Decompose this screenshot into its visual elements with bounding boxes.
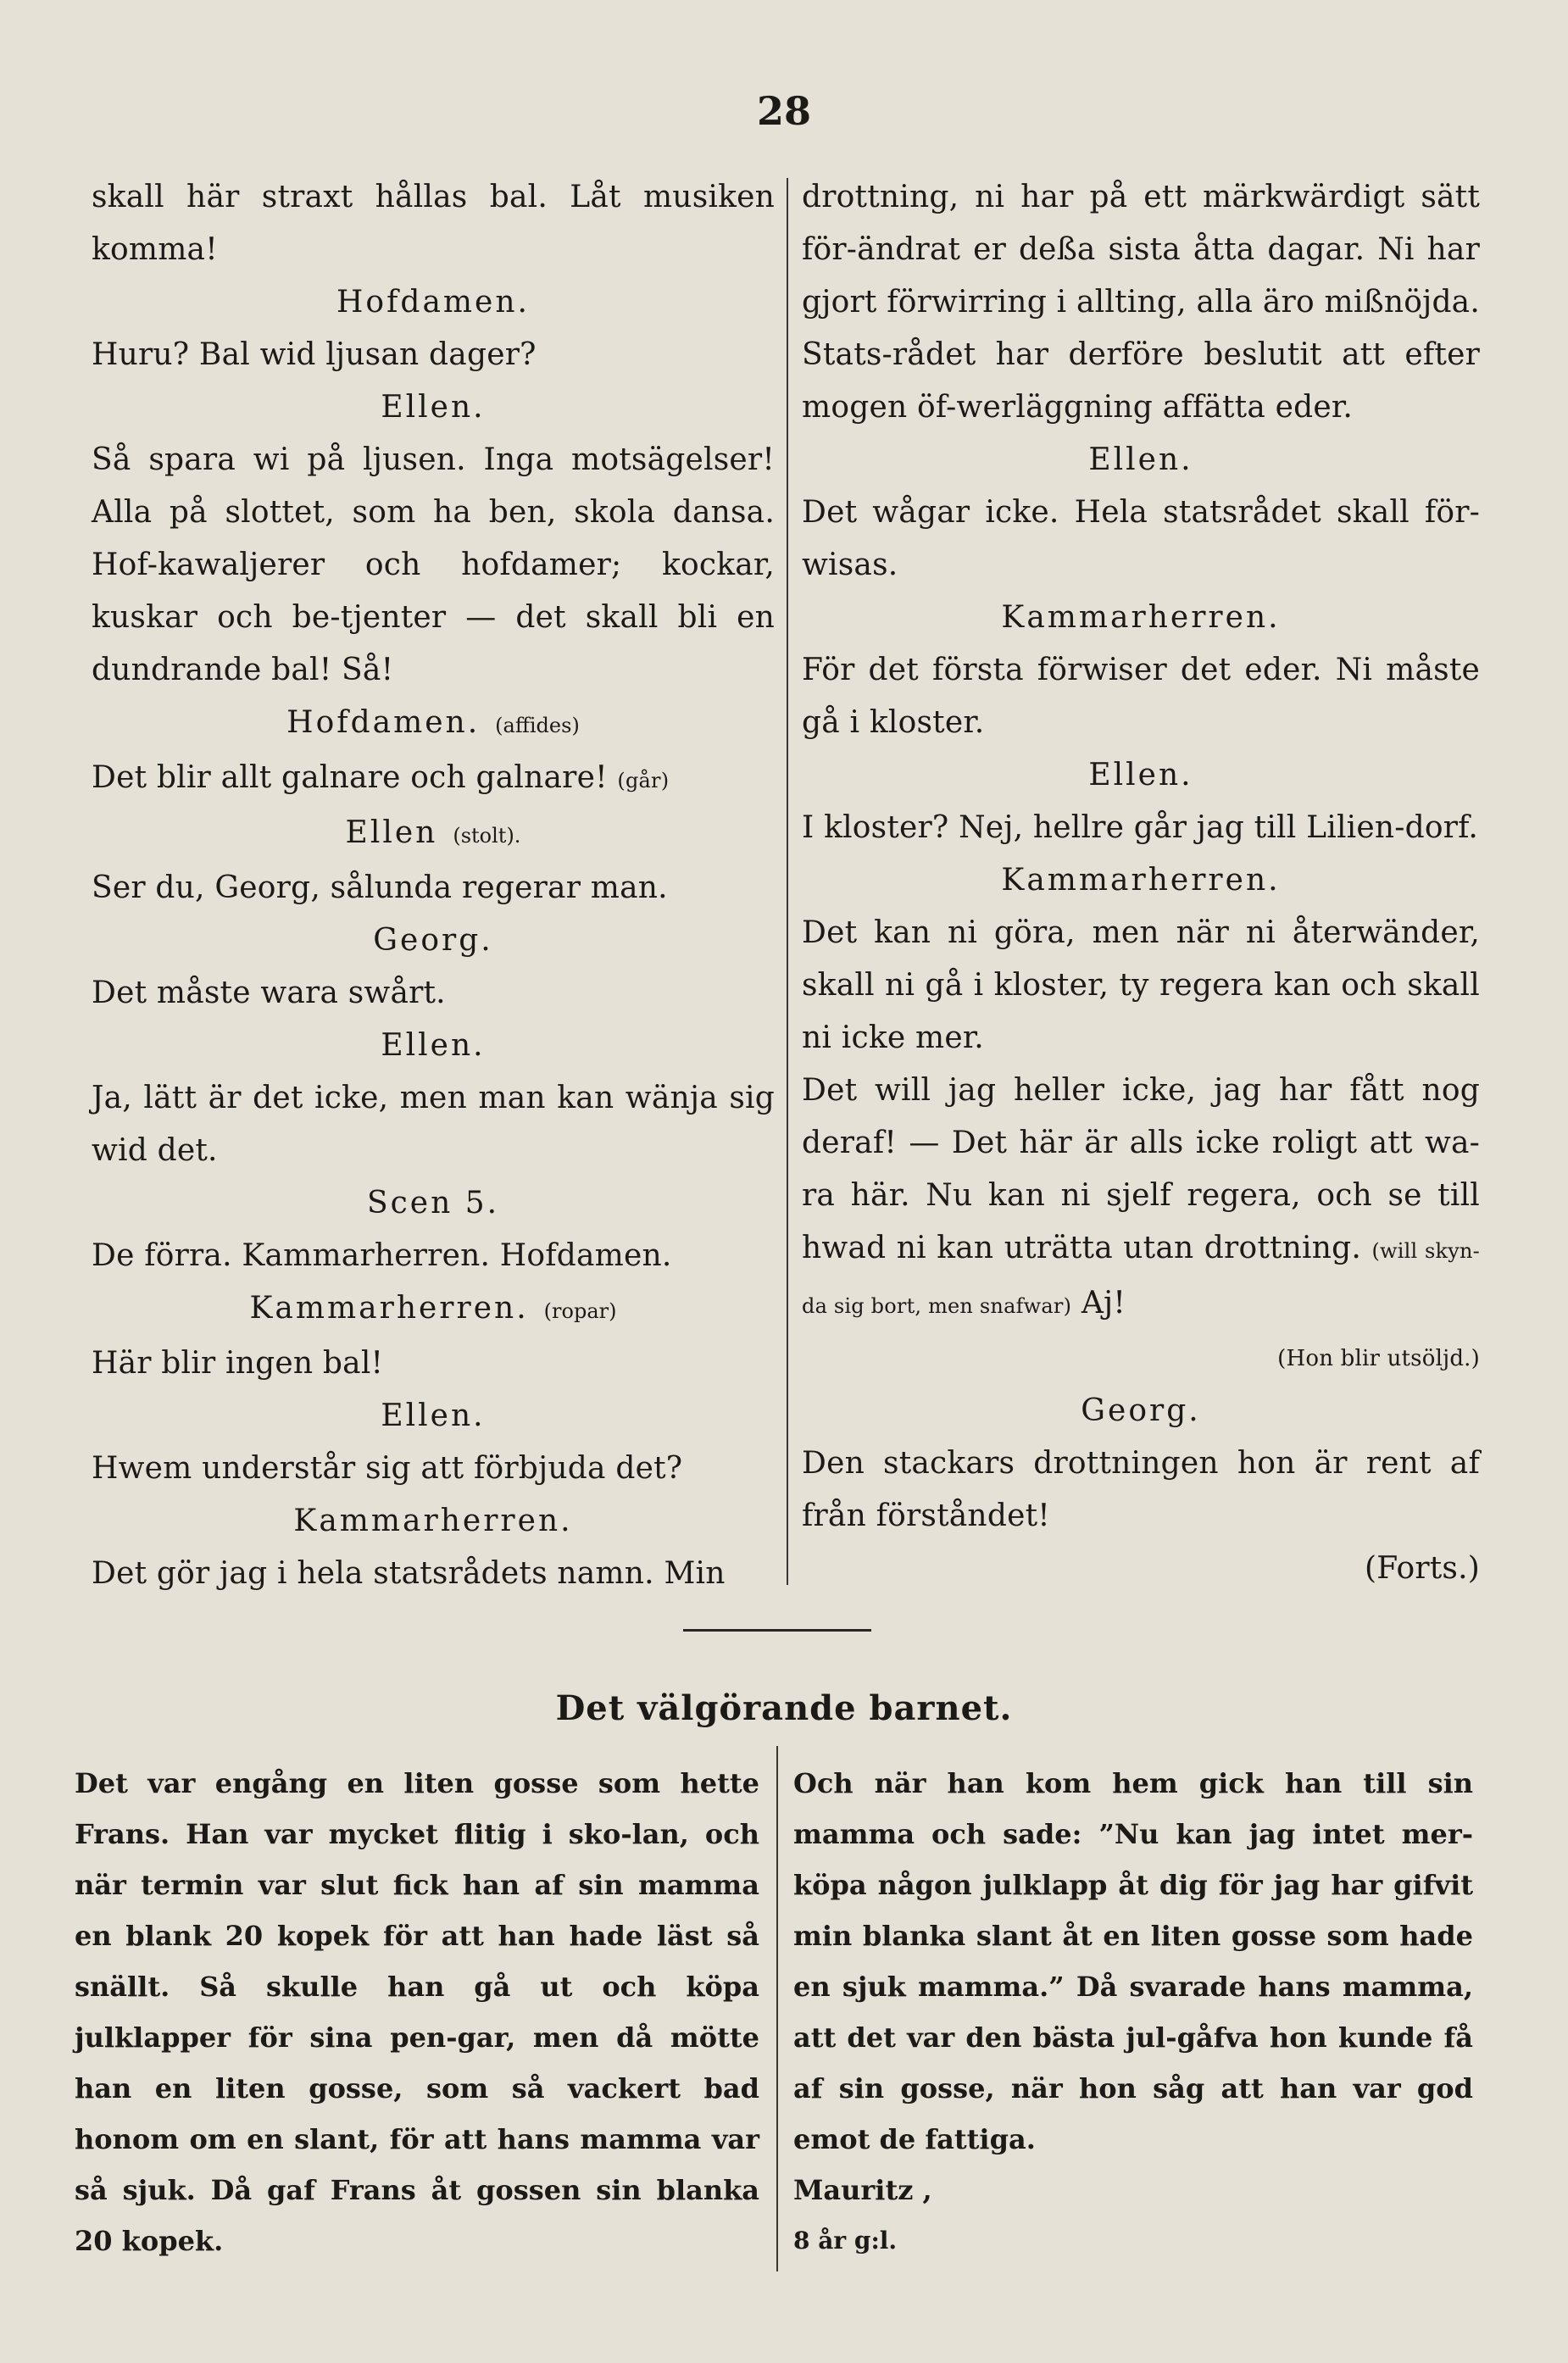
dialogue-line: Det wågar icke. Hela statsrådet skall för-wisas. (802, 495, 1480, 582)
dialogue-line: För det första förwiser det eder. Ni måste gå i kloster. (802, 653, 1480, 740)
continued-marker: (Forts.) (1365, 1551, 1480, 1586)
speaker-name: Kammarherren. (1001, 863, 1281, 898)
speaker-name: Kammarherren. (249, 1291, 529, 1326)
dialogue-text: Det blir allt galnare och galnare! (92, 760, 608, 795)
stage-direction: (Hon blir utsöljd.) (1277, 1346, 1480, 1371)
dialogue-line: Ser du, Georg, sålunda regerar man. (92, 870, 668, 905)
page-number: 28 (756, 88, 811, 134)
dialogue-line: Den stackars drottningen hon är rent af från förståndet! (802, 1446, 1480, 1533)
stage-direction: (will skyn-da sig bort, men snafwar) (802, 1239, 1480, 1318)
dialogue-text: Aj! (1081, 1286, 1126, 1320)
signature-name: Mauritz , (793, 2174, 932, 2206)
dialogue-line: Det gör jag i hela statsrådets namn. Min (92, 1556, 726, 1591)
article-paragraph: Och när han kom hem gick han till sin mamma och sade: ”Nu kan jag intet mer-köpa någon julklapp åt dig för jag har gifvit min blanka slant åt en liten gosse som hade en sjuk mamma.” Då svarade hans mamma, att det var den bästa jul-gåfva hon kunde få af sin gosse, när hon såg att han var god emot de fattiga. (793, 1767, 1473, 2155)
dialogue-line: Det kan ni göra, men när ni återwänder, skall ni gå i kloster, ty regera kan och skall ni icke mer. (802, 915, 1480, 1055)
speaker-with-direction (92, 697, 775, 752)
stage-direction: (stolt). (453, 824, 521, 848)
stage-direction: (går) (617, 769, 670, 792)
dialogue-line: Ja, lätt är det icke, men man kan wänja sig wid det. (92, 1081, 775, 1168)
article-title: Det välgörande barnet. (555, 1688, 1013, 1728)
speaker-name: Ellen. (381, 1028, 486, 1063)
dialogue-line: Så spara wi på ljusen. Inga motsägelser! Alla på slottet, som ha ben, skola dansa. Hof-kawaljerer och hofdamer; kockar, kuskar och be-tjenter — det skall bli en dundrande bal! Så! (92, 442, 775, 687)
speaker-name: Kammarherren. (293, 1504, 573, 1538)
stage-direction: (ropar) (543, 1299, 617, 1323)
stage-direction: (affides) (495, 714, 580, 737)
speaker-name: Ellen (345, 815, 438, 850)
speaker-with-direction (92, 807, 775, 862)
speaker-name: Ellen. (1088, 442, 1193, 477)
article-right-column (793, 1758, 1473, 2266)
speaker-name: Georg. (1081, 1393, 1201, 1428)
dialogue-line: drottning, ni har på ett märkwärdigt sätt för-ändrat er deßa sista åtta dagar. Ni har gjort förwirring i allting, alla äro mißnöjda. Stats-rådet har derföre beslutit att efter mogen öf-werläggning affätta eder. (802, 180, 1480, 425)
speaker-with-direction (92, 1282, 775, 1337)
dialogue-line: Det måste wara swårt. (92, 976, 446, 1010)
speaker-name: Hofdamen. (286, 705, 481, 740)
column-divider (776, 1746, 778, 2271)
dialogue-text: Det will jag heller icke, jag har fått nog deraf! — Det här är alls icke roligt att wa-ra här. Nu kan ni sjelf regera, och se till hwad ni kan uträtta utan drottning. (802, 1073, 1480, 1265)
speaker-name: Kammarherren. (1001, 600, 1281, 635)
dialogue-line: I kloster? Nej, hellre går jag till Lilien-dorf. (802, 810, 1479, 845)
play-left-column (92, 171, 775, 1600)
dialogue-line: skall här straxt hållas bal. Låt musiken komma! (92, 180, 775, 267)
article-left-column (75, 1758, 759, 2266)
section-divider (683, 1629, 871, 1632)
dialogue-line (92, 752, 775, 807)
dialogue-line: Här blir ingen bal! (92, 1346, 384, 1381)
speaker-name: Ellen. (381, 390, 486, 425)
column-divider (787, 178, 788, 1585)
speaker-name: Ellen. (381, 1398, 486, 1433)
speaker-name: Hofdamen. (336, 285, 530, 320)
article-paragraph: Det var engång en liten gosse som hette Frans. Han var mycket flitig i sko-lan, och när termin var slut fick han af sin mamma en blank 20 kopek för att han hade läst så snällt. Så skulle han gå ut och köpa julklapper för sina pen-gar, men då mötte han en liten gosse, som så vackert bad honom om en slant, för att hans mamma var så sjuk. Då gaf Frans åt gossen sin blanka 20 kopek. (75, 1767, 759, 2257)
speaker-name: Ellen. (1088, 758, 1193, 792)
play-right-column (802, 171, 1480, 1595)
speaker-name: Georg. (373, 923, 493, 958)
signature-age: 8 år g:l. (793, 2227, 898, 2255)
dialogue-line: Hwem understår sig att förbjuda det? (92, 1451, 683, 1486)
cast-line: De förra. Kammarherren. Hofdamen. (92, 1238, 672, 1273)
scene-heading: Scen 5. (366, 1186, 500, 1220)
dialogue-line: Huru? Bal wid ljusan dager? (92, 337, 537, 372)
dialogue-line (802, 1065, 1480, 1332)
